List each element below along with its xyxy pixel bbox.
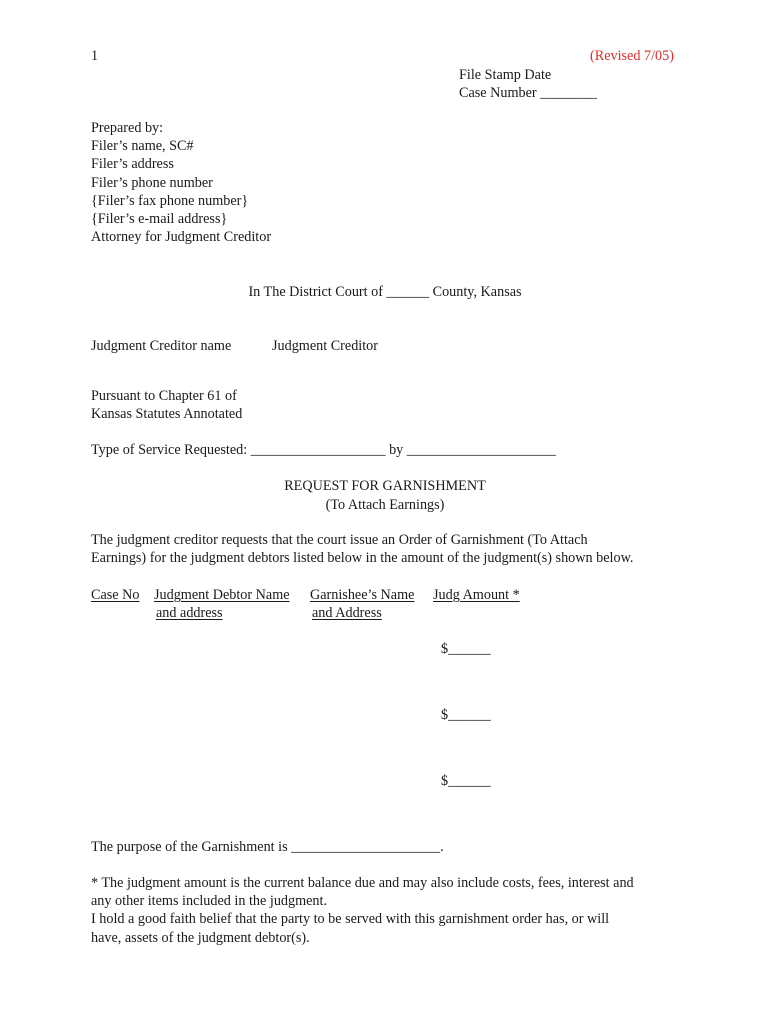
court-heading: In The District Court of ______ County, Kansas [248, 284, 522, 300]
statute-line-1: Pursuant to Chapter 61 of [91, 388, 237, 404]
footnote-line-3: I hold a good faith belief that the party to be served with this garnishment order has, or will [91, 911, 610, 928]
header-case-no: Case No [91, 587, 140, 603]
statute-line-2: Kansas Statutes Annotated [91, 406, 243, 423]
document-title: REQUEST FOR GARNISHMENT [284, 478, 486, 494]
attorney-role: Attorney for Judgment Creditor [91, 229, 272, 246]
filer-email: {Filer’s e-mail address} [91, 211, 228, 228]
amount-field-1: $______ [441, 641, 491, 657]
filer-fax: {Filer’s fax phone number} [91, 192, 249, 209]
request-line-1: The judgment creditor requests that the court issue an Order of Garnishment (To Attach [91, 532, 588, 548]
case-number: Case Number ________ [459, 85, 597, 101]
garnishment-purpose: The purpose of the Garnishment is _____________________. [91, 839, 444, 855]
statute-block [91, 387, 242, 423]
document-subtitle: (To Attach Earnings) [325, 497, 445, 513]
creditor-role: Judgment Creditor [272, 338, 378, 354]
footnote-block [91, 874, 634, 947]
header-garnishee-address: and Address [312, 605, 382, 621]
prepared-by-block [91, 119, 271, 246]
service-requested: Type of Service Requested: ___________________ by _____________________ [91, 442, 556, 458]
prepared-by-label: Prepared by: [91, 120, 164, 136]
creditor-name: Judgment Creditor name [91, 338, 232, 354]
amount-field-3: $______ [441, 773, 491, 789]
revision-note: (Revised 7/05) [590, 48, 674, 64]
footnote-line-1: * The judgment amount is the current balance due and may also include costs, fees, interest and [91, 875, 634, 891]
header-garnishee-name: Garnishee’s Name [310, 587, 415, 603]
filer-address: Filer’s address [91, 156, 174, 173]
header-judg-amount: Judg Amount * [433, 587, 520, 603]
filer-phone: Filer’s phone number [91, 174, 213, 191]
request-line-2: Earnings) for the judgment debtors listed below in the amount of the judgment(s) shown below. [91, 550, 634, 567]
file-stamp-date: File Stamp Date [459, 67, 552, 83]
header-debtor-address: and address [156, 605, 223, 621]
header-debtor-name: Judgment Debtor Name [154, 587, 290, 603]
request-text [91, 531, 633, 567]
amount-field-2: $______ [441, 707, 491, 723]
page-number: 1 [91, 48, 99, 64]
footnote-line-2: any other items included in the judgment. [91, 893, 328, 910]
filer-name: Filer’s name, SC# [91, 138, 194, 155]
footnote-line-4: have, assets of the judgment debtor(s). [91, 929, 310, 946]
